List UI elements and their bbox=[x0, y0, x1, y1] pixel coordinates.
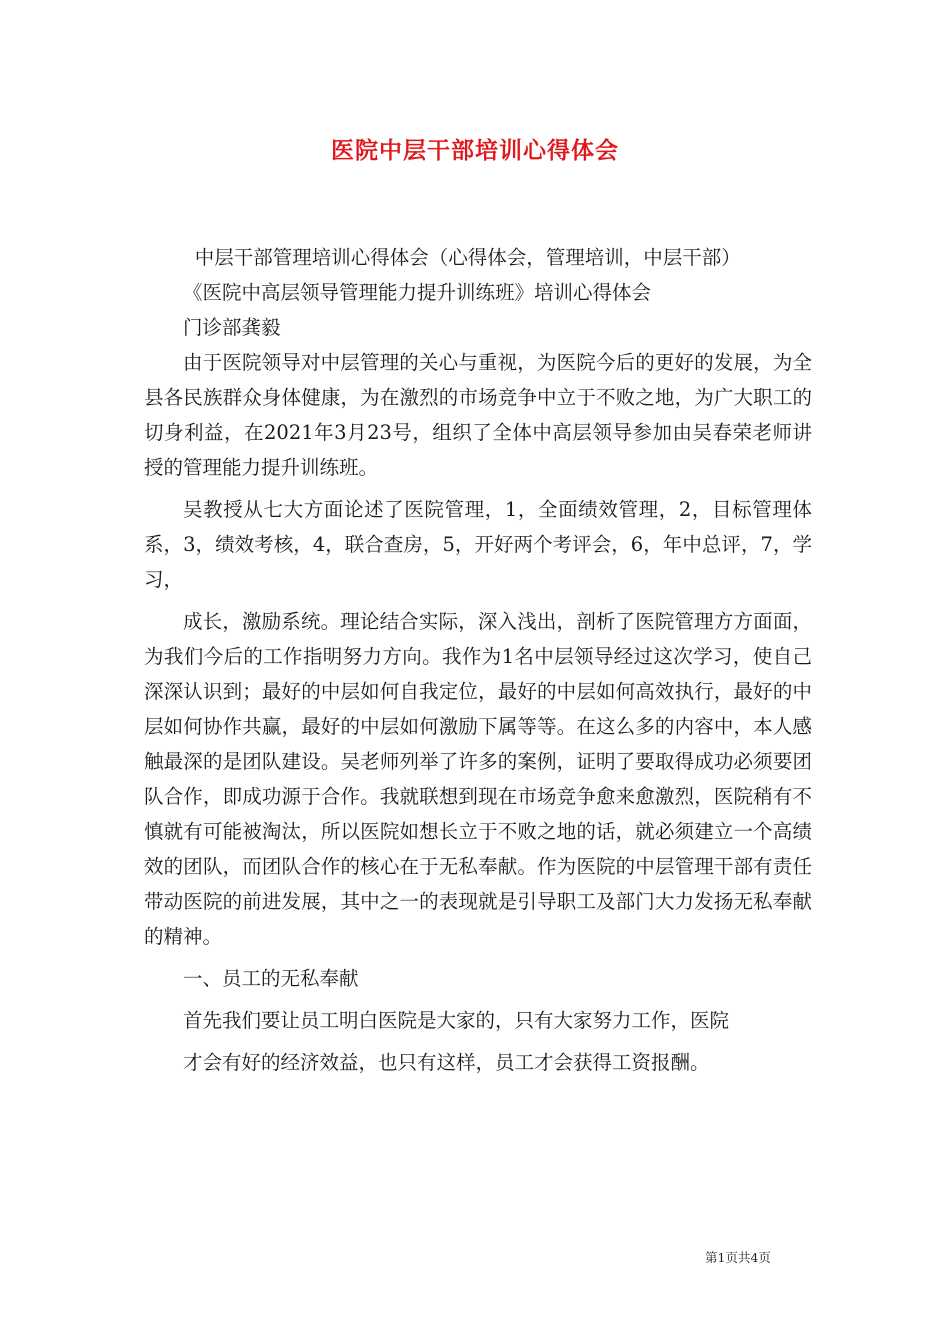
paragraph-seven-aspects: 吴教授从七大方面论述了医院管理，1，全面绩效管理，2，目标管理体系，3，绩效考核，4，联合查房，5，开好两个考评会，6，年中总评，7，学习， bbox=[144, 498, 812, 591]
document-title: 医院中层干部培训心得体会 bbox=[331, 137, 619, 164]
section-heading: 一、员工的无私奉献 bbox=[183, 967, 359, 990]
paragraph-intro: 由于医院领导对中层管理的关心与重视，为医院今后的更好的发展，为全县各民族群众身体健康，为在激烈的市场竞争中立于不败之地，为广大职工的切身利益，在2021年3月23号，组织了全体中高层领导参加由吴春荣老师讲授的管理能力提升训练班。 bbox=[144, 351, 812, 479]
document-body bbox=[144, 240, 812, 1080]
paragraph-section-2: 才会有好的经济效益，也只有这样，员工才会获得工资报酬。 bbox=[183, 1051, 710, 1074]
paragraph-author: 门诊部龚毅 bbox=[183, 316, 281, 339]
paragraph-reflection: 成长，激励系统。理论结合实际，深入浅出，剖析了医院管理方方面面，为我们今后的工作指明努力方向。我作为1名中层领导经过这次学习，使自己深深认识到；最好的中层如何自我定位，最好的中层如何高效执行，最好的中层如何协作共赢，最好的中层如何激励下属等等。在这么多的内容中，本人感触最深的是团队建设。吴老师列举了许多的案例，证明了要取得成功必须要团队合作，即成功源于合作。我就联想到现在市场竞争愈来愈激烈，医院稍有不慎就有可能被淘汰，所以医院如想长立于不败之地的话，就必须建立一个高绩效的团队，而团队合作的核心在于无私奉献。作为医院的中层管理干部有责任带动医院的前进发展，其中之一的表现就是引导职工及部门大力发扬无私奉献的精神。 bbox=[144, 610, 812, 948]
paragraph-course-title: 《医院中高层领导管理能力提升训练班》培训心得体会 bbox=[183, 281, 652, 304]
paragraph-subtitle: 中层干部管理培训心得体会（心得体会，管理培训，中层干部） bbox=[194, 246, 741, 269]
paragraph-section-1: 首先我们要让员工明白医院是大家的，只有大家努力工作，医院 bbox=[183, 1009, 730, 1032]
page-number: 第1页共4页 bbox=[705, 1250, 771, 1265]
